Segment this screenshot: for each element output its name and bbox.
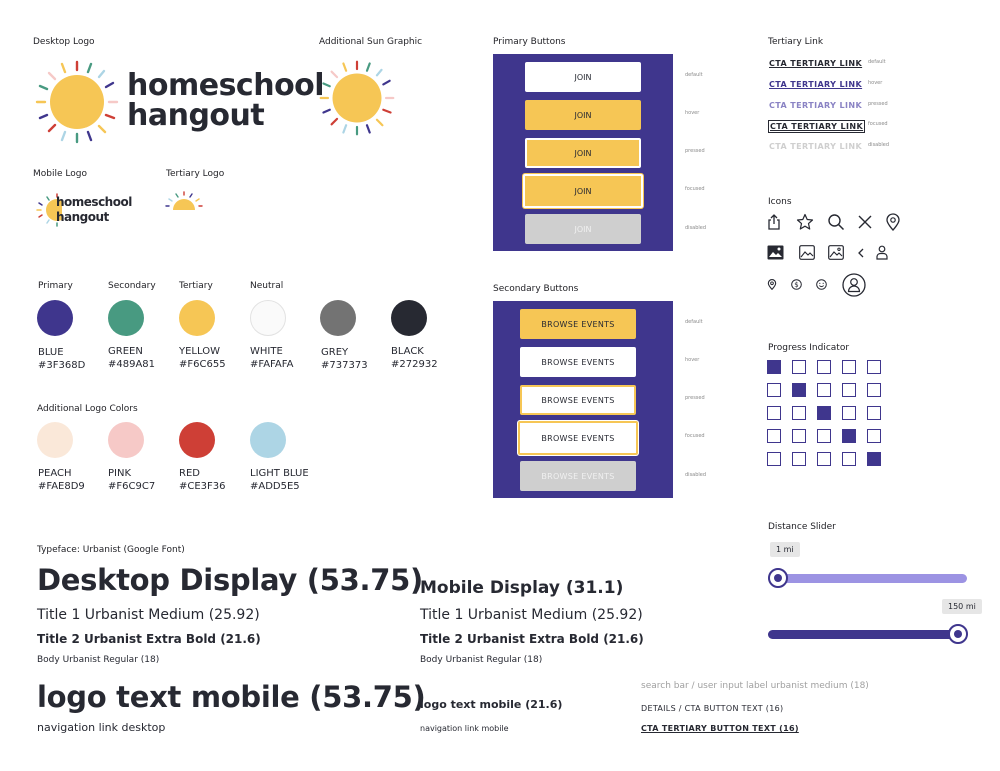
sun-graphic-heading: Additional Sun Graphic <box>319 37 423 47</box>
state-label: disabled <box>685 472 707 478</box>
progress-step <box>842 429 856 443</box>
type-search-label: search bar / user input label urbanist medium (18) <box>641 681 869 691</box>
swatch-name: GREEN <box>108 346 143 357</box>
state-label: disabled <box>685 225 707 231</box>
tertiary-link-hover[interactable]: CTA TERTIARY LINK <box>769 80 863 89</box>
progress-step <box>867 360 881 374</box>
join-button-focused[interactable]: JOIN <box>523 174 643 208</box>
sun-logo-icon <box>34 59 120 145</box>
progress-step <box>792 383 806 397</box>
type-nav-mobile: navigation link mobile <box>420 724 509 733</box>
swatch-name: LIGHT BLUE <box>250 468 309 479</box>
swatch-black <box>391 300 427 336</box>
swatch-pink <box>108 422 144 458</box>
search-icon[interactable] <box>827 213 845 231</box>
swatch-light-blue <box>250 422 286 458</box>
swatch-hex: #FAFAFA <box>250 359 294 370</box>
state-label: pressed <box>685 148 705 154</box>
desktop-logo-line1: homeschool <box>127 68 325 103</box>
progress-step <box>817 383 831 397</box>
location-small-icon[interactable] <box>767 279 777 290</box>
type-mobile-body: Body Urbanist Regular (18) <box>420 655 543 665</box>
mobile-logo-line1: homeschool <box>56 195 132 209</box>
type-title1: Title 1 Urbanist Medium (25.92) <box>37 607 260 623</box>
image-filled-icon[interactable] <box>767 245 784 260</box>
progress-step <box>792 452 806 466</box>
progress-step <box>842 452 856 466</box>
secondary-buttons-heading: Secondary Buttons <box>493 284 579 294</box>
progress-step <box>767 406 781 420</box>
person-icon[interactable] <box>876 245 888 260</box>
swatch-hex: #F6C9C7 <box>108 481 156 492</box>
star-icon[interactable] <box>796 213 814 231</box>
type-nav-desktop: navigation link desktop <box>37 721 166 734</box>
browse-events-button-disabled[interactable]: BROWSE EVENTS <box>520 461 636 491</box>
tertiary-link-default[interactable]: CTA TERTIARY LINK <box>769 59 863 68</box>
mobile-logo-line2: hangout <box>56 210 109 224</box>
dollar-icon[interactable] <box>791 279 802 290</box>
type-title2: Title 2 Urbanist Extra Bold (21.6) <box>37 632 261 646</box>
location-pin-icon[interactable] <box>885 213 901 231</box>
swatch-name: YELLOW <box>179 346 220 357</box>
swatch-hex: #F6C655 <box>179 359 226 370</box>
swatch-red <box>179 422 215 458</box>
join-button-disabled[interactable]: JOIN <box>525 214 641 244</box>
progress-heading: Progress Indicator <box>768 343 850 353</box>
svg-text:$: $ <box>794 281 799 289</box>
swatch-name: PEACH <box>38 468 72 479</box>
type-mobile-title2: Title 2 Urbanist Extra Bold (21.6) <box>420 632 644 646</box>
join-button-pressed[interactable]: JOIN <box>525 138 641 168</box>
type-desktop-display: Desktop Display (53.75) <box>37 563 423 597</box>
state-label: pressed <box>868 101 888 107</box>
type-body: Body Urbanist Regular (18) <box>37 655 160 665</box>
primary-buttons-heading: Primary Buttons <box>493 37 566 47</box>
chevron-left-icon[interactable] <box>857 248 865 258</box>
state-label: hover <box>685 357 700 363</box>
join-button-default[interactable]: JOIN <box>525 62 641 92</box>
state-label: focused <box>868 121 888 127</box>
progress-step <box>792 360 806 374</box>
desktop-logo-line2: hangout <box>127 98 265 133</box>
swatch-blue <box>37 300 73 336</box>
state-label: hover <box>868 80 883 86</box>
progress-step <box>817 429 831 443</box>
state-label: focused <box>685 433 705 439</box>
progress-step <box>867 383 881 397</box>
progress-step <box>842 406 856 420</box>
type-cta-text: DETAILS / CTA BUTTON TEXT (16) <box>641 704 784 713</box>
swatch-green <box>108 300 144 336</box>
additional-colors-heading: Additional Logo Colors <box>37 404 138 414</box>
progress-step <box>842 383 856 397</box>
state-label: default <box>685 319 703 325</box>
swatch-yellow <box>179 300 215 336</box>
swatch-name: GREY <box>321 347 349 358</box>
tertiary-link-focused[interactable]: CTA TERTIARY LINK <box>770 122 864 131</box>
swatch-hex: #489A81 <box>108 359 156 370</box>
swatch-peach <box>37 422 73 458</box>
progress-step <box>817 406 831 420</box>
slider-max-label: 150 mi <box>942 599 982 614</box>
progress-step <box>867 429 881 443</box>
state-label: disabled <box>868 142 890 148</box>
desktop-logo-heading: Desktop Logo <box>33 37 95 47</box>
state-label: focused <box>685 186 705 192</box>
progress-step <box>817 452 831 466</box>
swatch-hex: #CE3F36 <box>179 481 226 492</box>
slider-track-dark <box>768 630 967 639</box>
swatch-name: RED <box>179 468 200 479</box>
slider-min-label: 1 mi <box>770 542 800 557</box>
progress-step <box>842 360 856 374</box>
color-group-neutral: Neutral <box>250 281 284 291</box>
browse-events-button-hover[interactable]: BROWSE EVENTS <box>520 347 636 377</box>
swatch-name: BLUE <box>38 347 64 358</box>
secondary-buttons-panel <box>493 301 673 498</box>
image-outline-icon[interactable] <box>799 245 815 260</box>
progress-step <box>817 360 831 374</box>
swatch-grey <box>320 300 356 336</box>
type-mobile-display: Mobile Display (31.1) <box>420 578 624 598</box>
progress-step <box>767 383 781 397</box>
progress-step <box>867 406 881 420</box>
color-group-tertiary: Tertiary <box>179 281 213 291</box>
tertiary-link-heading: Tertiary Link <box>768 37 824 47</box>
type-cta-tertiary: CTA TERTIARY BUTTON TEXT (16) <box>641 724 799 733</box>
tertiary-link-disabled[interactable]: CTA TERTIARY LINK <box>769 142 863 151</box>
browse-events-button-focused[interactable]: BROWSE EVENTS <box>518 421 638 455</box>
color-group-primary: Primary <box>38 281 73 291</box>
avatar-circle-icon[interactable] <box>842 273 866 297</box>
type-logo-text-mobile: logo text mobile (21.6) <box>420 698 563 711</box>
primary-buttons-panel <box>493 54 673 251</box>
progress-step <box>867 452 881 466</box>
swatch-hex: #272932 <box>391 359 438 370</box>
state-label: pressed <box>685 395 705 401</box>
typeface-heading: Typeface: Urbanist (Google Font) <box>37 545 185 555</box>
swatch-hex: #3F368D <box>38 360 86 371</box>
color-group-secondary: Secondary <box>108 281 156 291</box>
sun-graphic-icon <box>318 59 396 137</box>
swatch-hex: #737373 <box>321 360 368 371</box>
swatch-white <box>250 300 286 336</box>
image-outline-alt-icon[interactable] <box>828 245 844 260</box>
share-icon[interactable] <box>766 214 782 230</box>
mobile-logo-heading: Mobile Logo <box>33 169 87 179</box>
progress-step <box>792 406 806 420</box>
state-label: default <box>685 72 703 78</box>
progress-step <box>767 429 781 443</box>
swatch-name: PINK <box>108 468 132 479</box>
tertiary-logo-sun-icon <box>165 191 203 211</box>
slider-thumb-max[interactable] <box>948 624 968 644</box>
progress-step <box>792 429 806 443</box>
icons-heading: Icons <box>768 197 792 207</box>
state-label: default <box>868 59 886 65</box>
swatch-hex: #FAE8D9 <box>38 481 85 492</box>
swatch-hex: #ADD5E5 <box>250 481 300 492</box>
slider-track-light <box>768 574 967 583</box>
progress-step <box>767 360 781 374</box>
smiley-icon[interactable] <box>816 279 827 290</box>
join-button-hover[interactable]: JOIN <box>525 100 641 130</box>
slider-heading: Distance Slider <box>768 522 836 532</box>
type-logo-text-desktop: logo text mobile (53.75) <box>37 680 426 714</box>
browse-events-button-pressed[interactable]: BROWSE EVENTS <box>520 385 636 415</box>
progress-grid <box>767 360 887 470</box>
slider-thumb-min[interactable] <box>768 568 788 588</box>
swatch-name: BLACK <box>391 346 424 357</box>
close-icon[interactable] <box>857 214 873 230</box>
swatch-name: WHITE <box>250 346 283 357</box>
state-label: hover <box>685 110 700 116</box>
tertiary-logo-heading: Tertiary Logo <box>166 169 225 179</box>
type-mobile-title1: Title 1 Urbanist Medium (25.92) <box>420 607 643 623</box>
progress-step <box>767 452 781 466</box>
browse-events-button-default[interactable]: BROWSE EVENTS <box>520 309 636 339</box>
tertiary-link-pressed[interactable]: CTA TERTIARY LINK <box>769 101 863 110</box>
